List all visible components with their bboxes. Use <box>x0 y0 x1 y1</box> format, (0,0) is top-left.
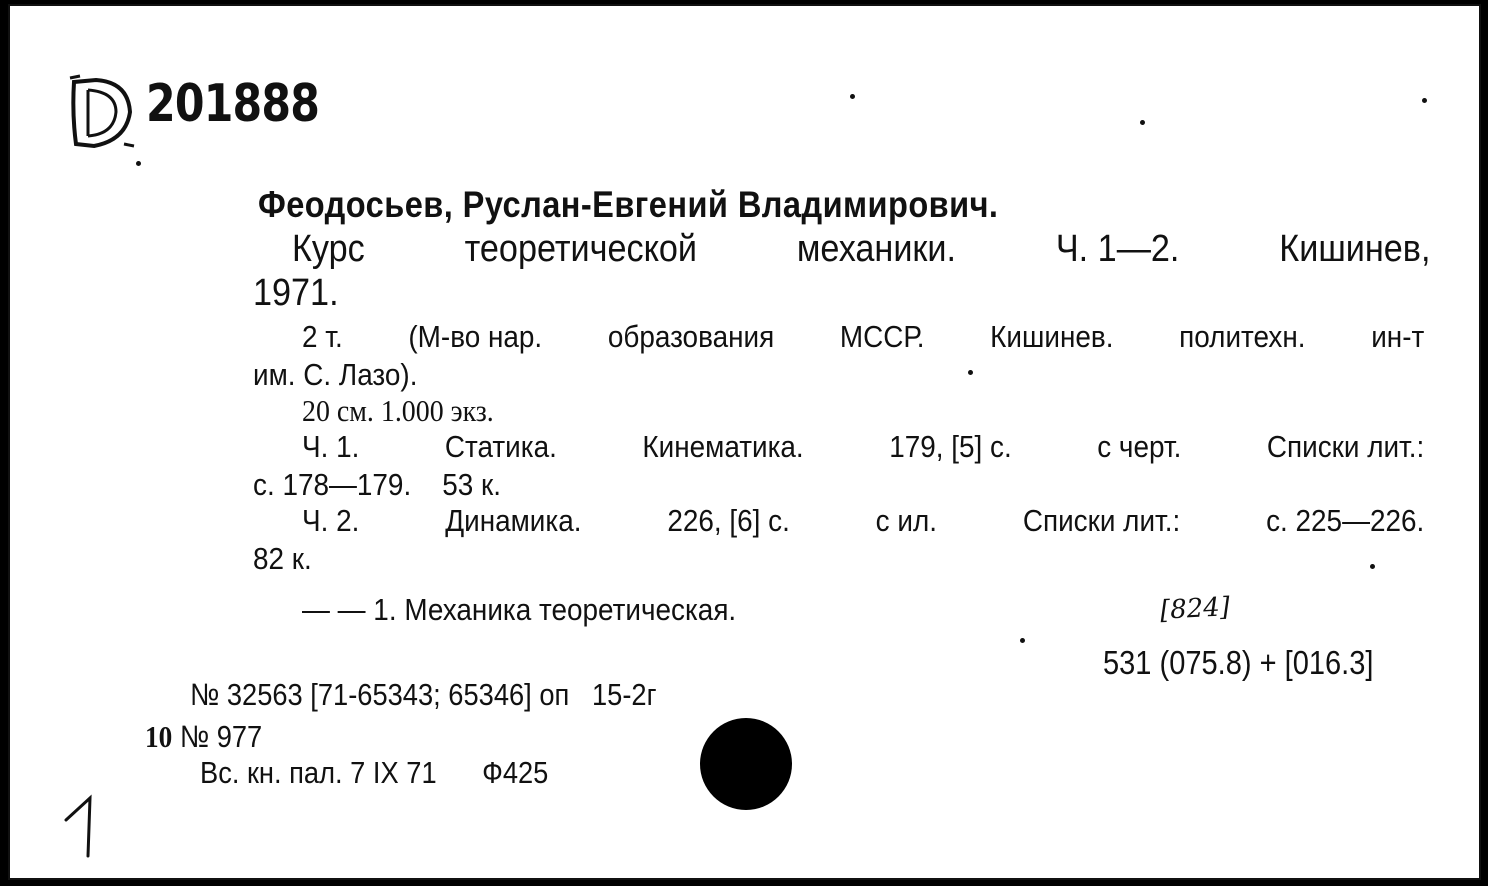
part1-word: с черт. <box>1097 429 1182 464</box>
speck <box>1370 564 1375 569</box>
publication-word: образования <box>607 319 775 354</box>
format-line: 20 см. 1.000 экз. <box>302 393 494 428</box>
part2-word: 226, [6] с. <box>667 503 790 538</box>
title-year: 1971. <box>253 272 339 314</box>
speck <box>1140 120 1145 125</box>
speck <box>1422 98 1427 103</box>
speck <box>968 370 973 375</box>
publication-line-1 <box>302 319 1424 355</box>
part2-word: с. 225—226. <box>1266 503 1425 538</box>
part1-line-1 <box>302 429 1424 465</box>
publication-word: ин-т <box>1371 319 1425 354</box>
publication-word: Кишинев. <box>990 319 1114 354</box>
part1-word: Статика. <box>444 429 557 464</box>
ink-blot <box>700 718 792 810</box>
catalog-card <box>8 4 1481 880</box>
part1-word: 179, [5] с. <box>889 429 1012 464</box>
part2-word: Динамика. <box>445 503 582 538</box>
order-line-3: Вс. кн. пал. 7 IX 71 Ф425 <box>200 755 549 790</box>
part2-word: с ил. <box>875 503 938 538</box>
handwritten-mark <box>60 794 110 860</box>
order-line-1: № 32563 [71-65343; 65346] оп 15-2г <box>190 677 657 712</box>
title-line <box>292 228 1431 271</box>
author-heading: Феодосьев, Руслан-Евгений Владимирович. <box>258 184 999 225</box>
part1-word: Кинематика. <box>642 429 804 464</box>
publication-line-2: им. С. Лазо). <box>253 357 418 392</box>
part2-line-1 <box>302 503 1424 539</box>
speck <box>1020 638 1025 643</box>
inventory-stamp <box>68 70 338 150</box>
udc-index: 531 (075.8) + [016.3] <box>1103 644 1374 681</box>
publication-word: (М-во нар. <box>408 319 543 354</box>
part1-word: Ч. 1. <box>302 429 360 464</box>
part1-word: Списки лит.: <box>1266 429 1425 464</box>
handwritten-class-note: [824] <box>1159 592 1231 626</box>
publication-word: политехн. <box>1179 319 1306 354</box>
title-word: Ч. 1—2. <box>1055 228 1180 270</box>
title-word: Курс <box>292 228 365 270</box>
part2-line-2: 82 к. <box>253 541 312 576</box>
title-word: теоретической <box>464 228 698 270</box>
stamp-number: 201888 <box>146 74 320 134</box>
part1-line-2: с. 178—179. 53 к. <box>253 467 501 502</box>
order-line-2 <box>145 719 262 755</box>
part2-word: Ч. 2. <box>302 503 360 538</box>
publication-word: 2 т. <box>302 319 343 354</box>
copies-count: 10 <box>145 719 173 754</box>
subject-heading: — — 1. Механика теоретическая. <box>302 592 737 627</box>
speck <box>136 161 141 166</box>
title-word: механики. <box>796 228 957 270</box>
speck <box>850 94 855 99</box>
title-word: Кишинев, <box>1279 228 1431 270</box>
part2-word: Списки лит.: <box>1022 503 1181 538</box>
publication-word: МССР. <box>839 319 925 354</box>
stamp-logo-icon <box>68 74 140 150</box>
order-number: № 977 <box>179 719 263 754</box>
